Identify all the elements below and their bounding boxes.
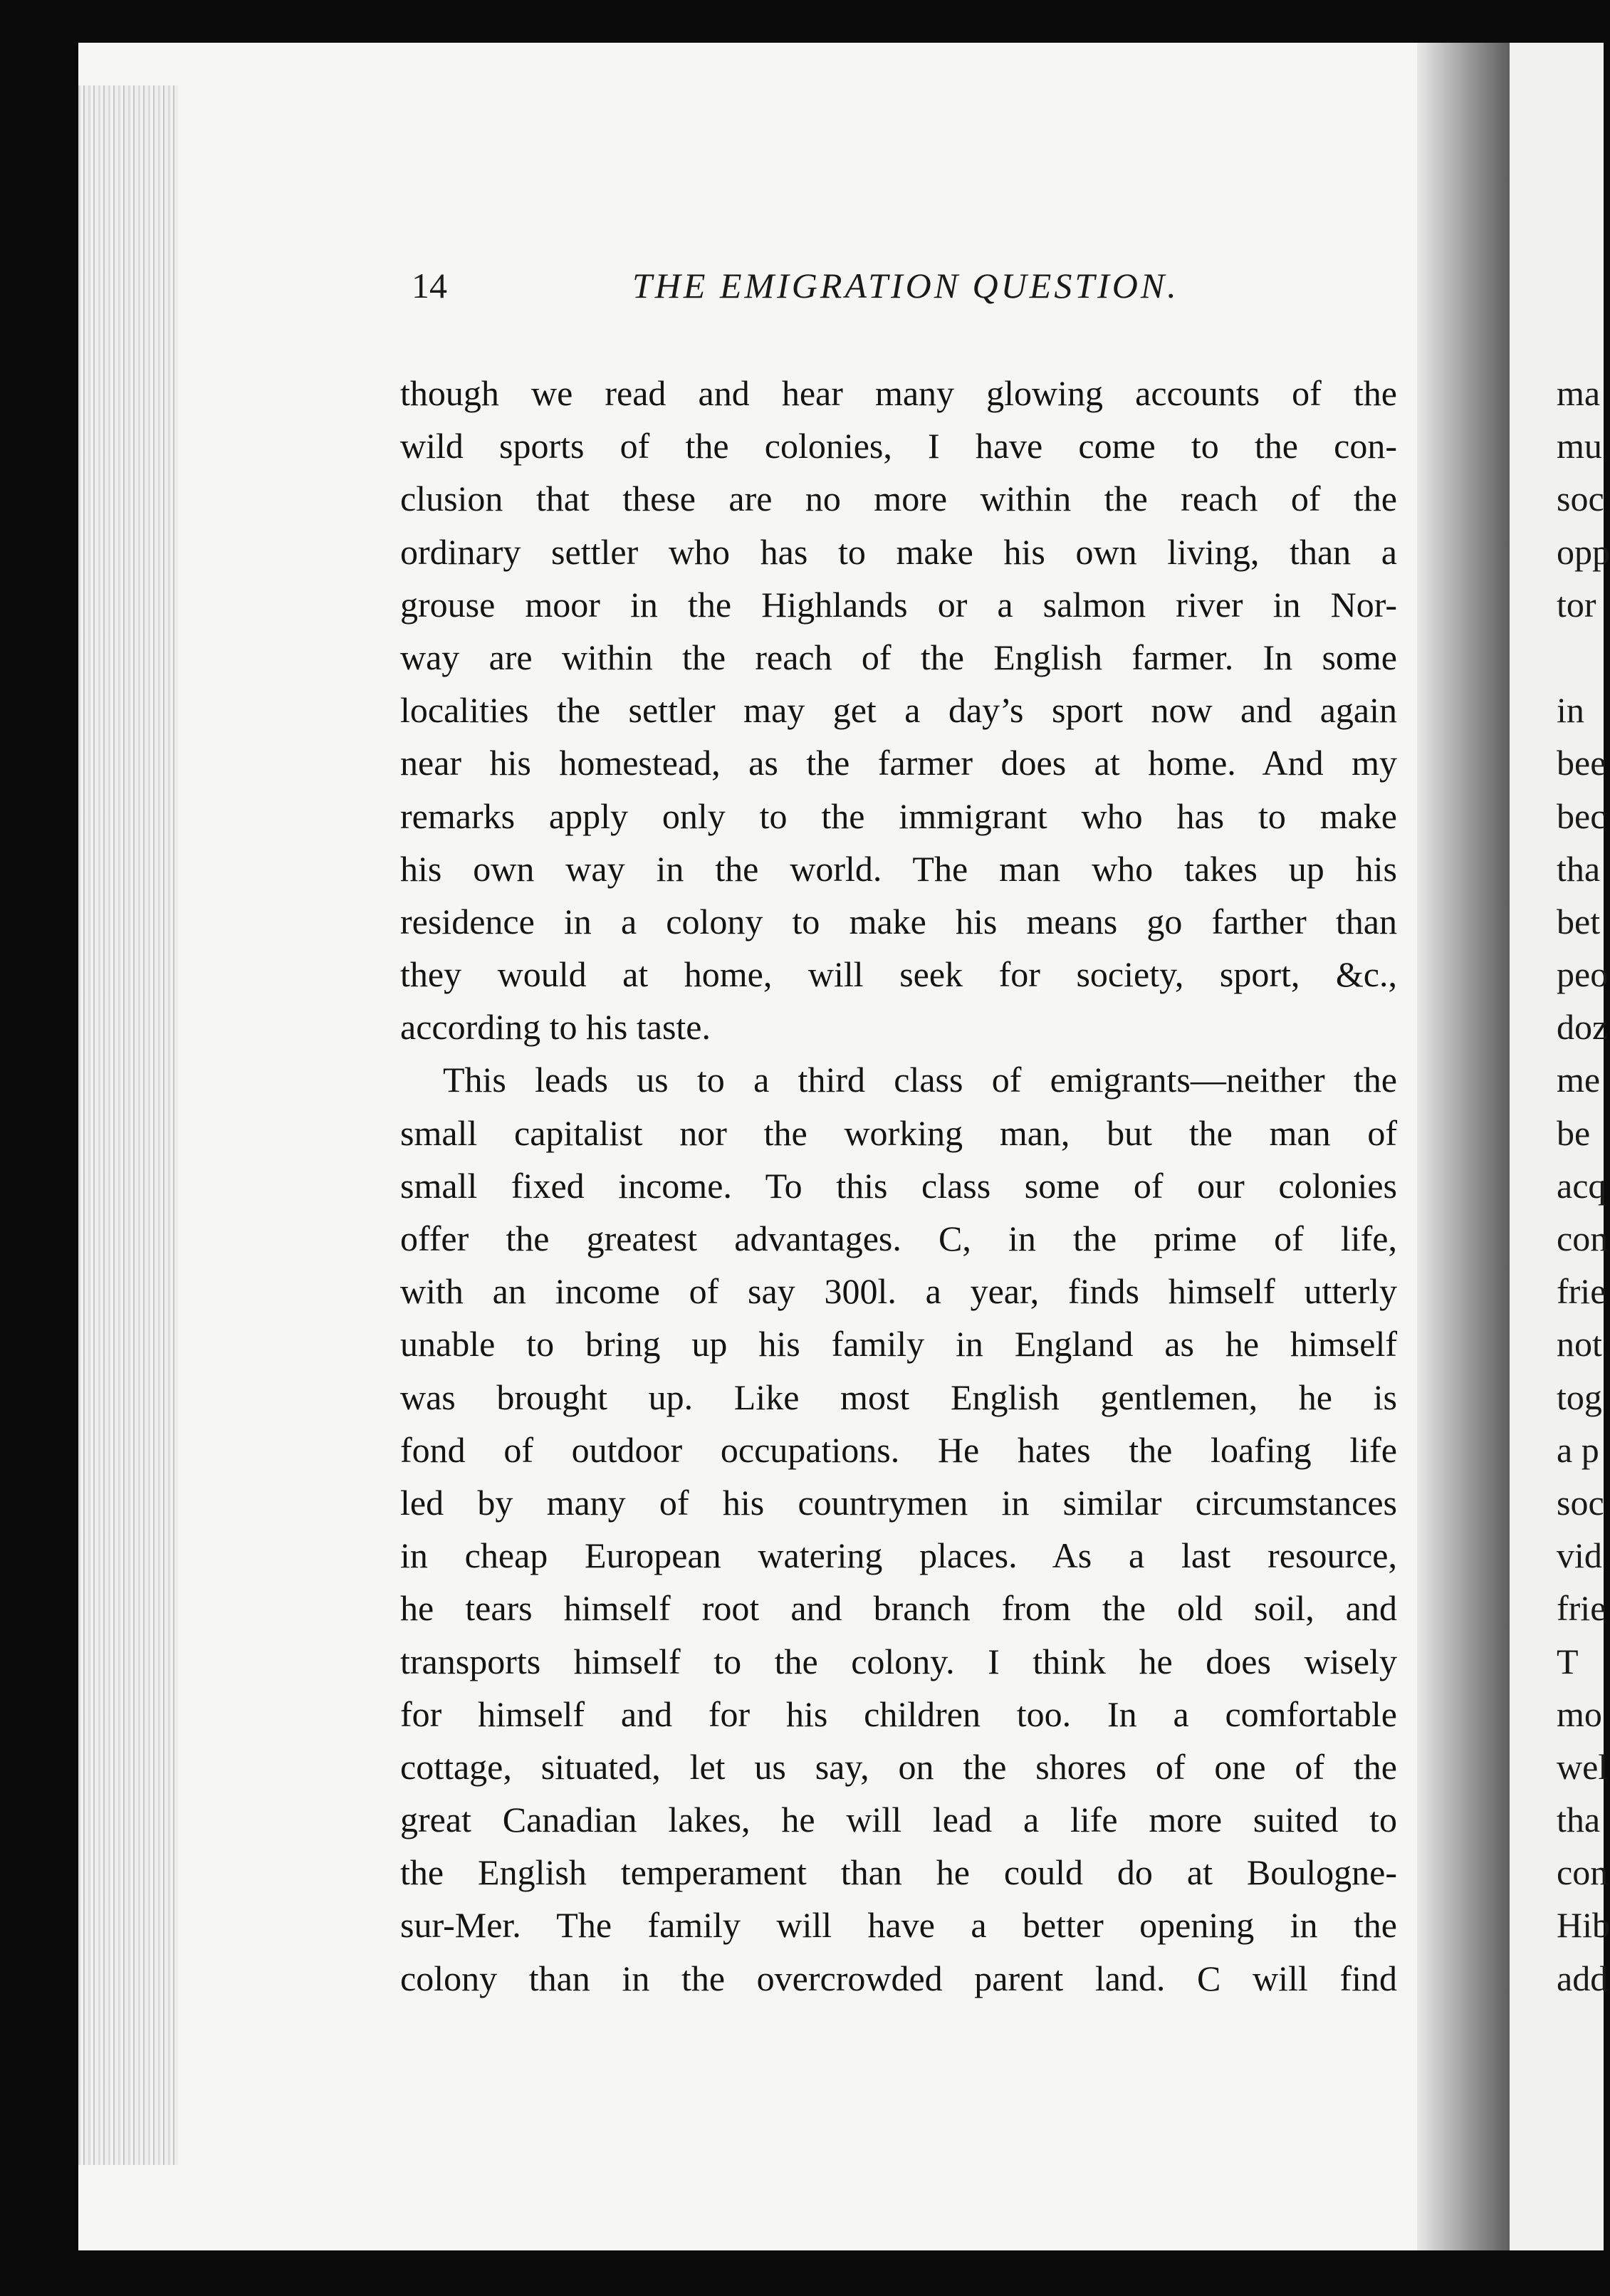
text-line: clusion that these are no more within the reach of the [400,479,1397,519]
facing-page-fragment: Hib [1557,1905,1610,1946]
facing-page-fragment: in [1557,690,1584,731]
facing-page-fragment: soc [1557,479,1604,519]
facing-page-fragment: con [1557,1852,1609,1893]
facing-page-fragment: tha [1557,848,1601,889]
text-line: great Canadian lakes, he will lead a life more suited to [400,1800,1397,1840]
facing-page-fragment: not [1557,1324,1602,1364]
page-header [412,265,1394,322]
text-line: with an income of say 300l. a year, finds himself utterly [400,1271,1397,1312]
text-line: near his homestead, as the farmer does at home. And my [400,743,1397,783]
facing-page-fragment [1557,631,1606,684]
text-line: transports himself to the colony. I think he does wisely [400,1641,1397,1681]
facing-page-fragment: tog [1557,1377,1602,1417]
facing-page-fragment: tor [1557,584,1596,625]
page-edges [78,85,178,2165]
facing-page-fragment: T [1557,1641,1579,1681]
facing-page-fragment: add [1557,1958,1609,1998]
text-line: wild sports of the colonies, I have come to the con- [400,426,1397,466]
body-text [400,367,1397,2005]
text-line: unable to bring up his family in England as he himself [400,1324,1397,1364]
text-line: This leads us to a third class of emigrants—neither the [443,1060,1397,1100]
text-line: small capitalist nor the working man, but the man of [400,1112,1397,1153]
text-line: they would at home, will seek for society, sport, &c., [400,954,1397,995]
text-line: grouse moor in the Highlands or a salmon river in Nor- [400,584,1397,625]
text-line: sur-Mer. The family will have a better opening in the [400,1905,1397,1946]
facing-page-fragment: mu [1557,426,1602,466]
facing-page-fragment: peo [1557,954,1609,995]
facing-page-fragment: opp [1557,531,1610,572]
facing-page-fragment: wel [1557,1746,1609,1787]
facing-page-fragment: bee [1557,743,1606,783]
text-line: he tears himself root and branch from the old soil, and [400,1588,1397,1629]
facing-page-fragment: vid [1557,1535,1602,1576]
facing-page-fragment: bet [1557,901,1601,941]
text-line: ordinary settler who has to make his own living, than a [400,531,1397,572]
text-line: in cheap European watering places. As a last resource, [400,1535,1397,1576]
facing-page-fragment: bec [1557,795,1606,836]
text-line: residence in a colony to make his means go farther than [400,901,1397,941]
facing-page-fragment: frie [1557,1588,1606,1629]
text-line: colony than in the overcrowded parent land. C will find [400,1958,1397,1998]
text-line: offer the greatest advantages. C, in the prime of life, [400,1219,1397,1258]
facing-page-fragment: frie [1557,1271,1606,1312]
text-line: way are within the reach of the English farmer. In some [400,637,1397,677]
text-line: the English temperament than he could do at Boulogne- [400,1852,1397,1893]
running-head: THE EMIGRATION QUESTION. [632,266,1179,306]
text-line: according to his taste. [400,1007,711,1048]
page-number: 14 [412,266,447,306]
text-line: for himself and for his children too. In a comfortable [400,1694,1397,1734]
text-line: fond of outdoor occupations. He hates the loafing life [400,1429,1397,1470]
facing-page-fragment: a p [1557,1429,1599,1470]
facing-page-fragment: con [1557,1219,1609,1258]
gutter-shadow [1417,43,1510,2250]
facing-page-fragment: be [1557,1112,1591,1153]
text-line: led by many of his countrymen in similar circumstances [400,1482,1397,1523]
facing-page-fragment: acq [1557,1165,1606,1206]
text-line: cottage, situated, let us say, on the shores of one of the [400,1746,1397,1787]
text-line: remarks apply only to the immigrant who has to make [400,795,1397,836]
text-line: localities the settler may get a day’s sport now and again [400,690,1397,731]
facing-page-fragments [1557,367,1610,2005]
facing-page-fragment: mo [1557,1694,1602,1734]
facing-page-fragment: soc [1557,1482,1604,1523]
facing-page-fragment: me [1557,1060,1601,1100]
facing-page-fragment: tha [1557,1800,1601,1840]
facing-page-fragment: doz [1557,1007,1609,1048]
text-line: though we read and hear many glowing accounts of the [400,373,1397,413]
text-line: small fixed income. To this class some of our colonies [400,1165,1397,1206]
facing-page-fragment: ma [1557,373,1601,413]
text-line: his own way in the world. The man who takes up his [400,848,1397,889]
text-line: was brought up. Like most English gentlemen, he is [400,1377,1397,1417]
